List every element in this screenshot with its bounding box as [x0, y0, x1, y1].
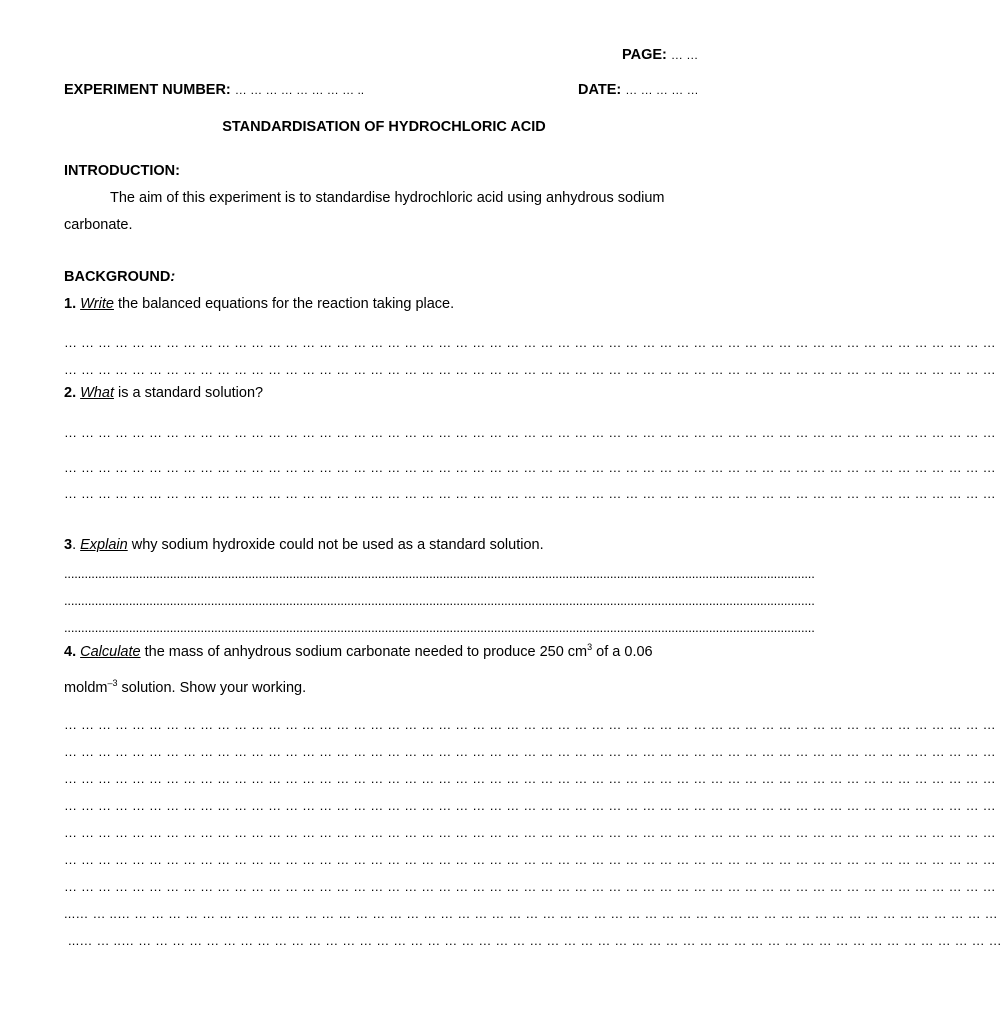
answer-line[interactable]: ...… … ..… … … … … … … … … … … … … … … … … … … … … … … … … … … … … … … … … … … … … … … … … … … … … … … … … … … …	[64, 906, 998, 921]
question-2-keyword: What	[80, 385, 114, 401]
experiment-number-field	[64, 82, 364, 98]
answer-line[interactable]: ............................................................................................................................................................................................................................	[64, 566, 815, 581]
question-1-text: the balanced equations for the reaction taking place.	[113, 296, 455, 312]
answer-line[interactable]: … … … … … … … … … … … … … … … … … … … … … … … … … … … … … … … … … … … … … … … … … … … … … … … … … … … … … … …	[64, 744, 996, 759]
question-4-text-end: of a 0.06	[592, 644, 653, 660]
date-blank: … … … … …	[625, 83, 699, 97]
question-4-line-1	[64, 644, 653, 660]
document-title: STANDARDISATION OF HYDROCHLORIC ACID	[222, 119, 546, 135]
page-number-field	[622, 47, 698, 63]
date-field	[578, 82, 699, 98]
question-1-keyword: Write	[80, 296, 114, 312]
answer-line[interactable]: … … … … … … … … … … … … … … … … … … … … … … … … … … … … … … … … … … … … … … … … … … … … … … … … … … … … … … …	[64, 335, 996, 350]
answer-line[interactable]: ............................................................................................................................................................................................................................	[64, 620, 815, 635]
unit-moldm: moldm	[64, 680, 108, 696]
question-3-text: why sodium hydroxide could not be used as a standard solution.	[127, 537, 544, 553]
answer-line[interactable]: ...… … ..… … … … … … … … … … … … … … … … … … … … … … … … … … … … … … … … … … … … … … … … … … … … … … … … … … … …	[68, 933, 1002, 948]
question-2-text: is a standard solution?	[113, 385, 264, 401]
page-label: PAGE:	[622, 47, 667, 63]
question-4-text: the mass of anhydrous sodium carbonate needed to produce 250 cm	[140, 644, 588, 660]
date-label: DATE:	[578, 82, 622, 98]
background-heading-text: BACKGROUND	[64, 269, 171, 285]
question-1-number: 1.	[64, 296, 77, 312]
question-1	[64, 296, 454, 312]
background-heading-colon: :	[170, 269, 176, 285]
background-heading	[64, 269, 175, 285]
question-4-line-2	[64, 680, 306, 696]
answer-line[interactable]: … … … … … … … … … … … … … … … … … … … … … … … … … … … … … … … … … … … … … … … … … … … … … … … … … … … … … … …	[64, 879, 996, 894]
question-4-instruction: solution. Show your working.	[117, 680, 307, 696]
question-2	[64, 385, 263, 401]
introduction-text-line-1: The aim of this experiment is to standardise hydrochloric acid using anhydrous sodium	[110, 190, 665, 206]
question-3-keyword: Explain	[80, 537, 128, 553]
answer-line[interactable]: … … … … … … … … … … … … … … … … … … … … … … … … … … … … … … … … … … … … … … … … … … … … … … … … … … … … … … …	[64, 717, 996, 732]
superscript-3: 3	[587, 642, 593, 652]
answer-line[interactable]: … … … … … … … … … … … … … … … … … … … … … … … … … … … … … … … … … … … … … … … … … … … … … … … … … … … … … … …	[64, 825, 996, 840]
experiment-number-blank: … … … … … … … … ..	[234, 83, 365, 97]
question-2-number: 2.	[64, 385, 77, 401]
answer-line[interactable]: … … … … … … … … … … … … … … … … … … … … … … … … … … … … … … … … … … … … … … … … … … … … … … … … … … … … … … …	[64, 771, 996, 786]
superscript-minus-3: –3	[107, 678, 118, 688]
introduction-heading: INTRODUCTION:	[64, 163, 180, 179]
introduction-text-line-2: carbonate.	[64, 217, 133, 233]
question-3	[64, 537, 544, 553]
answer-line[interactable]: … … … … … … … … … … … … … … … … … … … … … … … … … … … … … … … … … … … … … … … … … … … … … … … … … … … … … … …	[64, 798, 996, 813]
experiment-number-label: EXPERIMENT NUMBER:	[64, 82, 231, 98]
question-4-number: 4.	[64, 644, 77, 660]
question-4-keyword: Calculate	[80, 644, 141, 660]
answer-line[interactable]: … … … … … … … … … … … … … … … … … … … … … … … … … … … … … … … … … … … … … … … … … … … … … … … … … … … … … … …	[64, 460, 996, 475]
answer-line[interactable]: … … … … … … … … … … … … … … … … … … … … … … … … … … … … … … … … … … … … … … … … … … … … … … … … … … … … … … …	[64, 852, 996, 867]
question-3-separator: .	[72, 537, 77, 553]
answer-line[interactable]: … … … … … … … … … … … … … … … … … … … … … … … … … … … … … … … … … … … … … … … … … … … … … … … … … … … … … … …	[64, 425, 996, 440]
page-number-blank: … …	[670, 48, 699, 62]
question-3-number: 3	[64, 537, 73, 553]
answer-line[interactable]: … … … … … … … … … … … … … … … … … … … … … … … … … … … … … … … … … … … … … … … … … … … … … … … … … … … … … … …	[64, 362, 996, 377]
answer-line[interactable]: … … … … … … … … … … … … … … … … … … … … … … … … … … … … … … … … … … … … … … … … … … … … … … … … … … … … … … …	[64, 486, 996, 501]
answer-line[interactable]: ............................................................................................................................................................................................................................	[64, 593, 815, 608]
